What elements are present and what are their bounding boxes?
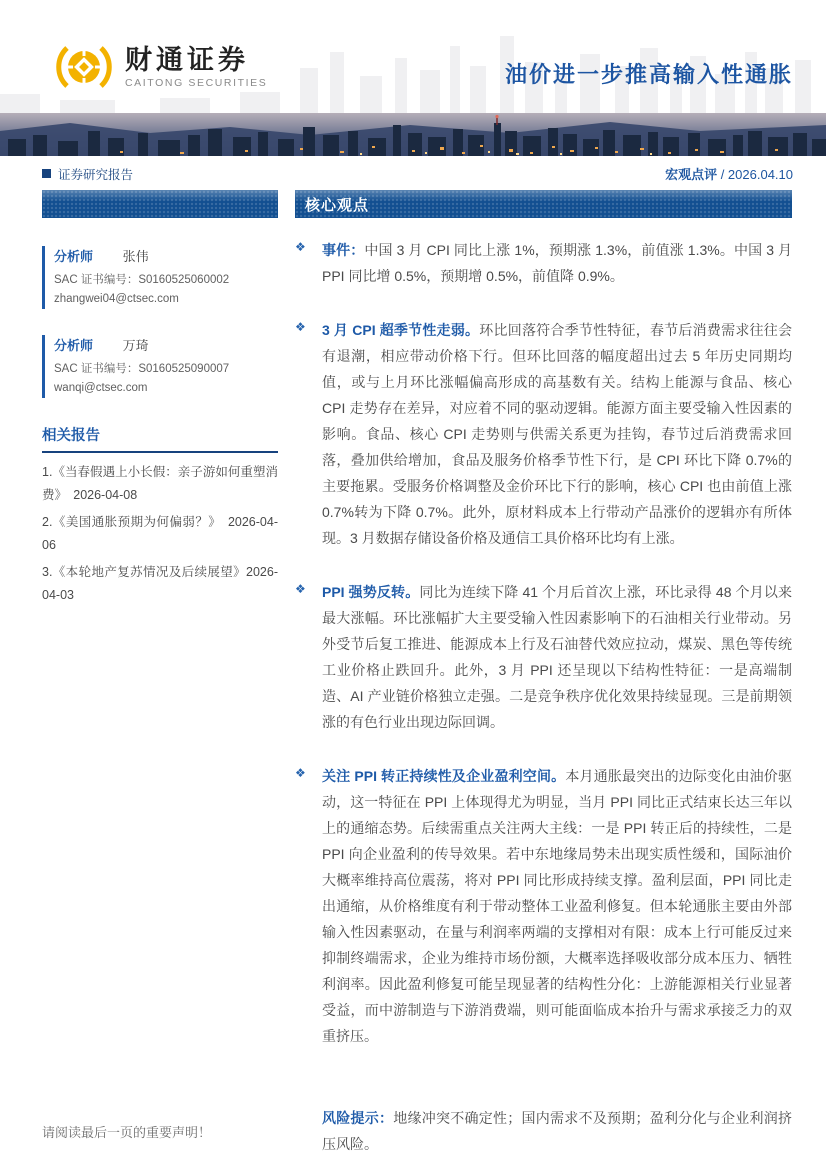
diamond-bullet-icon: ❖ [295, 320, 306, 334]
bullet-item-cpi [295, 317, 792, 551]
analyst-block [42, 335, 278, 398]
info-row [42, 164, 793, 183]
bullet-lead: 关注 PPI 转正持续性及企业盈利空间。 [322, 768, 566, 784]
analyst-role-label: 分析师 [54, 338, 94, 353]
report-date: / 2026.04.10 [720, 167, 793, 182]
report-type [42, 165, 133, 183]
related-reports-title: 相关报告 [42, 424, 278, 453]
related-reports [42, 424, 278, 607]
section-title: 核心观点 [305, 196, 370, 214]
category-date [665, 164, 793, 183]
diamond-bullet-icon: ❖ [295, 766, 306, 780]
city-night-banner-photo [0, 113, 826, 156]
brand-name-en: CAITONG SECURITIES [125, 77, 268, 89]
bullet-text: 同比为连续下降 41 个月后首次上涨，环比录得 48 个月以来最大涨幅。环比涨幅扩大主要受输入性因素影响下的石油相关行业带动。另外受节后复工推进、能源成本上行及石油替代效应拉动，煤炭、黑色等传统工业价格止跌回升。此外，3 月 PPI 还呈现以下结构性特征：一是高端制造、AI 产业链价格独立走强。二是竞争秩序优化效果持续显现。三是前期领涨的有色行业出现边际回调。 [322, 584, 792, 730]
bullet-text: 中国 3 月 CPI 同比上涨 1%，预期涨 1.3%，前值涨 1.3%。中国 3 月 PPI 同比增 0.5%，预期增 0.5%，前值降 0.9%。 [322, 242, 792, 284]
analyst-name: 张伟 [122, 249, 149, 264]
square-bullet-icon [42, 169, 51, 178]
analyst-role-label: 分析师 [54, 249, 94, 264]
footer-disclaimer: 请阅读最后一页的重要声明！ [42, 1125, 212, 1140]
analyst-block [42, 246, 278, 309]
analyst-email: zhangwei04@ctsec.com [54, 293, 179, 305]
report-category: 宏观点评 [665, 167, 718, 182]
core-view-header-bar [295, 190, 792, 218]
bullet-lead: PPI 强势反转。 [322, 584, 420, 600]
caitong-logo-icon [55, 38, 113, 96]
brand-block [55, 38, 267, 96]
analyst-cert: SAC 证书编号：S0160525060002 [54, 274, 230, 286]
bullet-lead: 事件： [322, 242, 365, 258]
report-type-label: 证券研究报告 [58, 167, 134, 182]
sidebar-header-bar [42, 190, 278, 218]
related-report-item: 2.《美国通胀预期为何偏弱？》 2026-04-06 [42, 515, 278, 552]
brand-name-cn: 财通证券 [125, 45, 249, 75]
bullet-lead: 3 月 CPI 超季节性走弱。 [322, 322, 480, 338]
report-title: 油价进一步推高输入性通胀 [504, 62, 793, 87]
bullet-item-outlook [295, 763, 792, 1049]
related-report-item: 3.《本轮地产复苏情况及后续展望》2026-04-03 [42, 565, 278, 602]
analyst-cert: SAC 证书编号：S0160525090007 [54, 363, 230, 375]
risk-text: 地缘冲突不确定性；国内需求不及预期；盈利分化与企业利润挤压风险。 [322, 1110, 792, 1152]
diamond-bullet-icon: ❖ [295, 582, 306, 596]
risk-warning [322, 1105, 792, 1157]
bullet-text: 环比回落符合季节性特征，春节后消费需求往往会有退潮，相应带动价格下行。但环比回落的幅度超出过去 5 年历史同期均值，或与上月环比涨幅偏高形成的高基数有关。结构上能源与食品、核心 CPI 走势存在差异，对应着不同的驱动逻辑。能源方面主要受输入性因素的影响。食品、核心 CPI 走势则与供需关系更为挂钩，春节过后消费需求回落，叠加供给增加，食品及服务价格季节性下行，是 CPI 环比下降 0.7%的主要拖累。受服务价格调整及金价环比下行的影响，核心 CPI 也由前值上涨 0.7%转为下降 0.7%。此外，原材料成本上行带动产品涨价的逻辑亦有所体现。3 月数据存储设备价格及通信工具价格环比均有上涨。 [322, 322, 793, 546]
bullet-item-ppi [295, 579, 792, 735]
related-report-item: 1.《当春假遇上小长假：亲子游如何重塑消费》 2026-04-08 [42, 465, 278, 502]
diamond-bullet-icon: ❖ [295, 240, 306, 254]
bullet-item-event [295, 237, 792, 289]
analyst-email: wanqi@ctsec.com [54, 382, 148, 394]
risk-lead: 风险提示： [322, 1110, 394, 1126]
analyst-name: 万琦 [122, 338, 149, 353]
sidebar [42, 246, 278, 611]
core-view-content [295, 237, 792, 1157]
bullet-text: 本月通胀最突出的边际变化由油价驱动，这一特征在 PPI 上体现得尤为明显，当月 PPI 同比正式结束长达三年以上的通缩态势。后续需重点关注两大主线：一是 PPI 转正后的持续性，二是 PPI 向企业盈利的传导效果。若中东地缘局势未出现实质性缓和，国际油价大概率维持高位震荡，将对 PPI 同比形成持续支撑。盈利层面，PPI 同比走出通缩，从价格维度有利于带动整体工业盈利修复。但本轮通胀主要由外部输入性因素驱动，在量与利润率两端的支撑相对有限：成本上行可能反过来抑制终端需求，企业为维持市场份额，大概率选择吸收部分成本压力、牺牲利润率。因此盈利修复可能呈现显著的结构性分化：上游能源相关行业显著受益，而中游制造与下游消费端，则可能面临成本抬升与需求承接乏力的双重挤压。 [322, 768, 792, 1044]
